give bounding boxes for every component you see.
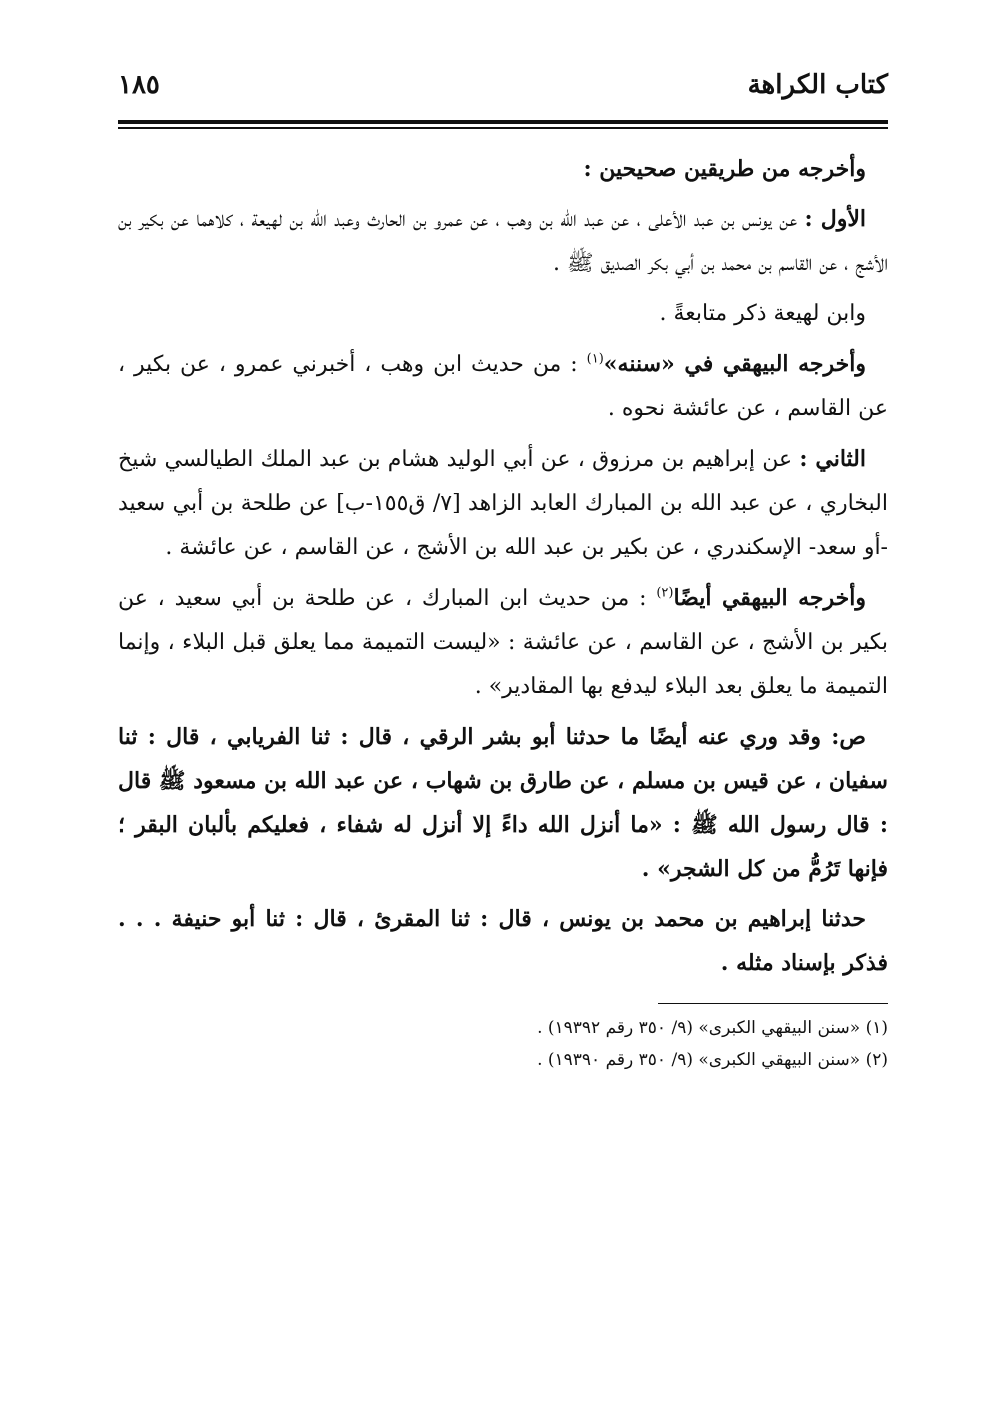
- footnote: (١) «سنن البيقهي الكبرى» (٩/ ٣٥٠ رقم ١٩٣٩٢) .: [537, 1018, 888, 1038]
- paragraph-text: وابن لهيعة ذكر متابعةً .: [659, 300, 866, 326]
- paragraph-text: عن إبراهيم بن مرزوق ، عن أبي الوليد هشام بن عبد الملك الطيالسي شيخ البخاري ، عن عبد الله بن المبارك العابد الزاهد [٧/ ق١٥٥-ب] عن طلحة بن أبي سعيد -أو سعد- الإسكندري ، عن بكير بن عبد الله بن الأشج ، عن القاسم ، عن عائشة .: [118, 446, 888, 560]
- footnotes: [118, 1012, 888, 1076]
- paragraph: [118, 147, 888, 191]
- paragraph-lead: وأخرجه من طريقين صحيحين :: [583, 155, 866, 182]
- running-head: [118, 70, 888, 114]
- paragraph: [118, 342, 888, 431]
- footnote-rule: [658, 1003, 888, 1005]
- paragraph: [118, 437, 888, 570]
- paragraph-lead: الأول :: [804, 205, 866, 232]
- paragraph-lead: وأخرجه البيهقي أيضًا: [673, 584, 866, 611]
- bold-paragraph: ص: وقد وري عنه أيضًا ما حدثنا أبو بشر الرقي ، قال : ثنا الفريابي ، قال : ثنا سفيان ، عن قيس بن مسلم ، عن طارق بن شهاب ، عن عبد الله بن مسعود ﷺ قال : قال رسول الله ﷺ : «ما أنزل الله داءً إلا أنزل له شفاء ، فعليكم بألبان البقر ؛ فإنها تَرُمُّ من كل الشجر» .: [118, 723, 888, 882]
- paragraph: [118, 197, 888, 286]
- paragraph-text: : من حديث ابن المبارك ، عن طلحة بن أبي سعيد ، عن بكير بن الأشج ، عن القاسم ، عن عائشة : «ليست التميمة مما يعلق قبل البلاء ، وإنما التميمة ما يعلق بعد البلاء ليدفع بها المقادير» .: [118, 585, 888, 699]
- footnote-ref: (١): [586, 351, 604, 367]
- chapter-title: كتاب الكراهة: [747, 70, 888, 100]
- bold-paragraph: حدثنا إبراهيم بن محمد بن يونس ، قال : ثنا المقرئ ، قال : ثنا أبو حنيفة . . . فذكر بإسناد مثله .: [118, 905, 888, 976]
- header-rule-thin: [118, 127, 888, 129]
- footnote: (٢) «سنن البيهقي الكبرى» (٩/ ٣٥٠ رقم ١٩٣٩٠) .: [537, 1050, 888, 1070]
- paragraph-lead: الثاني :: [799, 445, 866, 472]
- paragraph: [118, 292, 888, 336]
- book-page: [118, 70, 888, 1370]
- header-rule-thick: [118, 120, 888, 124]
- footnote-ref: (٢): [656, 585, 674, 601]
- page-body: [118, 147, 888, 985]
- paragraph-lead: وأخرجه البيهقي في «سننه»: [603, 350, 867, 377]
- paragraph-text: : من حديث ابن وهب ، أخبرني عمرو ، عن بكير ، عن القاسم ، عن عائشة نحوه .: [118, 351, 888, 421]
- page-number: ١٨٥: [118, 70, 160, 100]
- paragraph-text: عن يونس بن عبد الأعلى ، عن عبد الله بن وهب ، عن عمرو بن الحارث وعبد الله بن لهيعة ، كلاهما عن بكير بن الأشج ، عن القاسم بن محمد بن أبي بكر الصديق ﷺ .: [118, 206, 888, 276]
- paragraph: [118, 576, 888, 709]
- quoted-text-block: [118, 715, 888, 985]
